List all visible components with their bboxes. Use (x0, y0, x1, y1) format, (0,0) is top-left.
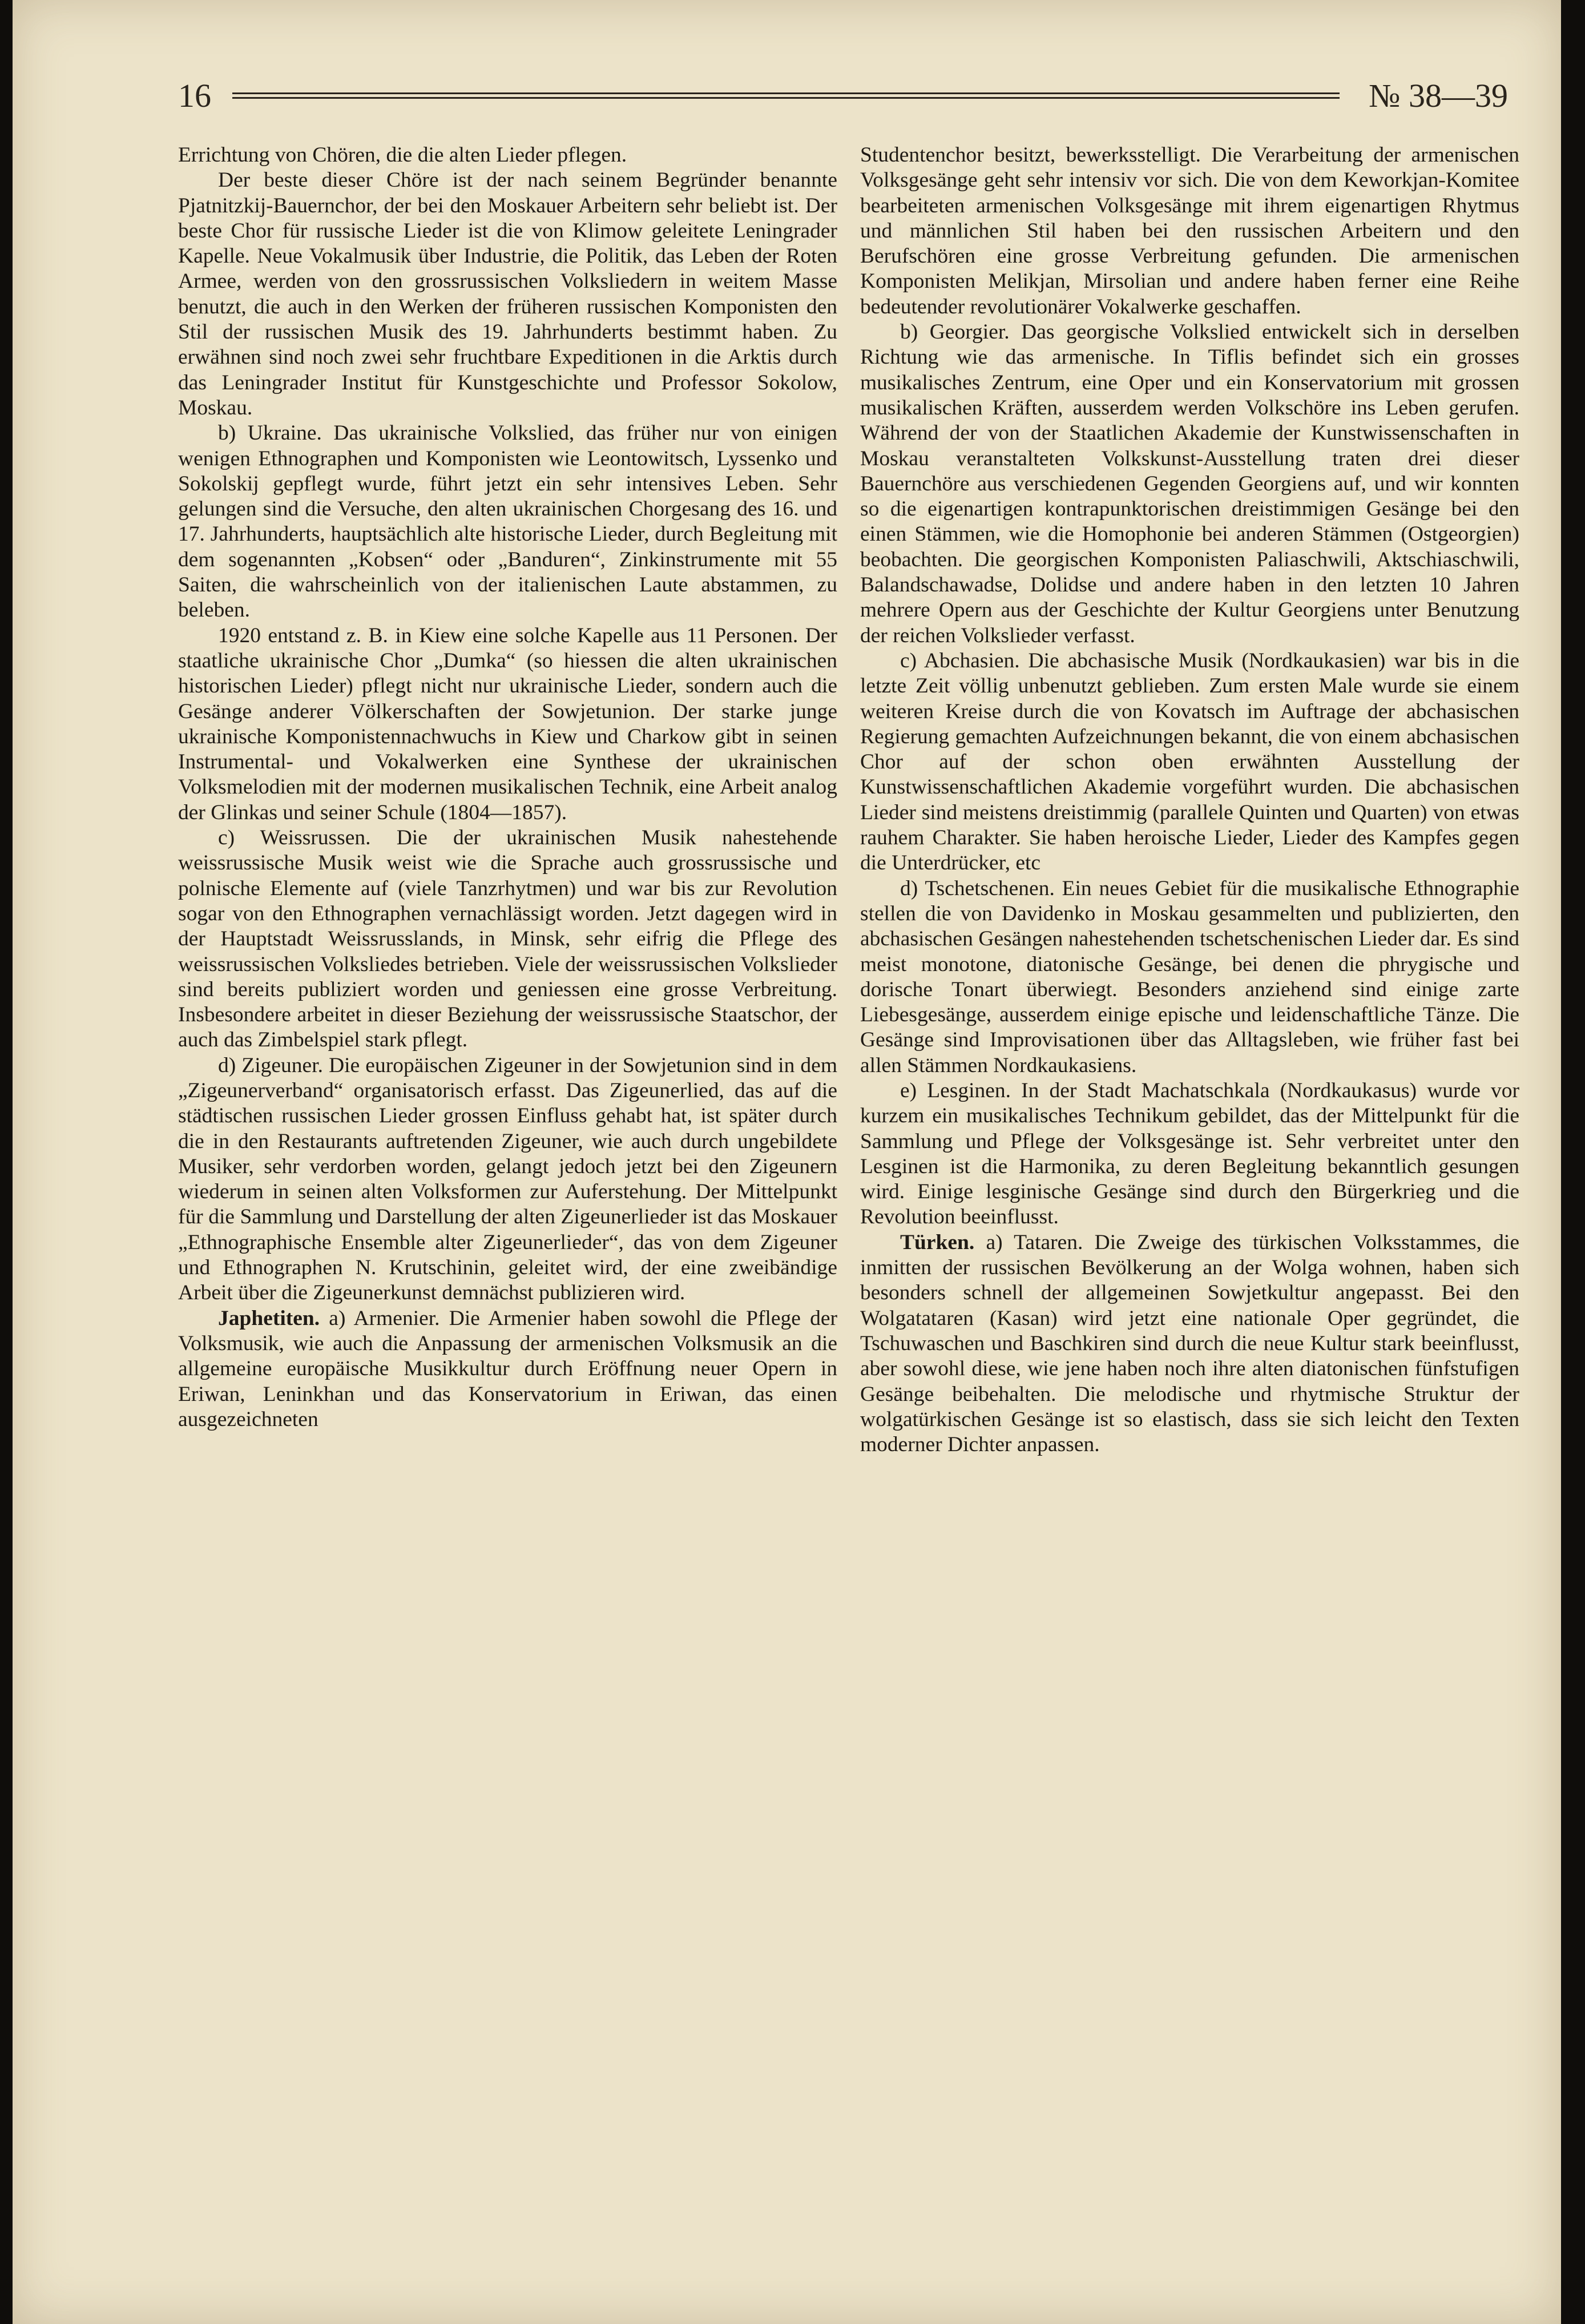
page (13, 0, 1561, 2324)
paragraph: b) Ukraine. Das ukrainische Volkslied, das früher nur von einigen wenigen Ethnographen und Komponisten wie Leontowitsch, Lyssenko und Sokolskij gepflegt wurde, führt jetzt ein sehr intensives Leben. Sehr gelungen sind die Versuche, den alten ukrainischen Chorgesang des 16. und 17. Jahrhunderts, hauptsächlich alte historische Lieder, durch Begleitung mit dem sogenannten „Kobsen“ oder „Banduren“, Zinkinstrumente mit 55 Saiten, die wahrscheinlich von der italienischen Laute abstammen, zu beleben. (178, 421, 837, 622)
paragraph: c) Abchasien. Die abchasische Musik (Nordkaukasien) war bis in die letzte Zeit völlig unbenutzt geblieben. Zum ersten Male wurde sie einem weiteren Kreise durch die von Kovatsch im Auftrage der abchasischen Regierung gemachten Aufzeichnungen bekannt, die von einem abchasischen Chor auf der schon oben erwähnten Ausstellung der Kunstwissenschaftlichen Akademie vorgeführt wurden. Die abchasischen Lieder sind meistens dreistimmig (parallele Quinten und Quarten) von etwas rauhem Charakter. Sie haben heroische Lieder, Lieder des Kampfes gegen die Unterdrücker, etc (860, 649, 1519, 875)
section-heading-japhetiten: Japhetiten. (218, 1306, 320, 1330)
paragraph: b) Georgier. Das georgische Volkslied entwickelt sich in derselben Richtung wie das armenische. In Tiflis befindet sich ein grosses musikalisches Zentrum, eine Oper und ein Konservatorium mit grossen musikalischen Kräften, ausserdem werden Volkschöre ins Leben gerufen. Während der von der Staatlichen Akademie der Kunstwissenschaften in Moskau veranstalteten Volkskunst-Ausstellung traten drei dieser Bauernchöre aus verschiedenen Gegenden Georgiens auf, und wir konnten so die eigenartigen kontrapunktorischen dreistimmigen Gesänge bei den einen Stämmen, wie die Homophonie bei anderen Stämmen (Ostgeorgien) beobachten. Die georgischen Komponisten Paliaschwili, Aktschiaschwili, Balandschawadse, Dolidse und andere haben in den letzten 10 Jahren mehrere Opern aus der Geschichte der Kultur Georgiens unter Benutzung der reichen Volkslieder verfasst. (860, 320, 1519, 647)
page-header (178, 73, 1508, 119)
paragraph: c) Weissrussen. Die der ukrainischen Musik nahestehende weissrussische Musik weist wie die Sprache auch grossrussische und polnische Elemente auf (viele Tanzrhytmen) und war bis zur Revolution sogar von den Ethnographen vernachlässigt worden. Jetzt dagegen wird in der Hauptstadt Weissrusslands, in Minsk, sehr eifrig die Pflege des weissrussischen Volksliedes betrieben. Viele der weissrussischen Volkslieder sind bereits publiziert worden und geniessen eine grosse Verbreitung. Insbesondere arbeitet in dieser Beziehung der weissrussische Staatschor, der auch das Zimbelspiel stark pflegt. (178, 826, 837, 1052)
paragraph: 1920 entstand z. B. in Kiew eine solche Kapelle aus 11 Personen. Der staatliche ukrainische Chor „Dumka“ (so hiessen die alten ukrainischen historischen Lieder) pflegt nicht nur ukrainische Lieder, sondern auch die Gesänge anderer Völkerschaften der Sowjetunion. Der starke junge ukrainische Komponistennachwuchs in Kiew und Charkow gibt in seinen Instrumental- und Vokalwerken eine Synthese der ukrainischen Volksmelodien mit der modernen musikalischen Technik, eine Arbeit analog der Glinkas und seiner Schule (1804—1857). (178, 623, 837, 824)
page-number: 16 (178, 77, 211, 114)
paragraph-tuerken (860, 1230, 1519, 1458)
left-column (178, 143, 837, 2266)
paragraph: Der beste dieser Chöre ist der nach seinem Begründer benannte Pjatnitzkij-Bauernchor, der bei den Moskauer Arbeitern sehr beliebt ist. Der beste Chor für russische Lieder ist die von Klimow geleitete Leningrader Kapelle. Neue Vokalmusik über Industrie, die Politik, das Leben der Roten Armee, werden von den grossrussischen Volksliedern in weitem Masse benutzt, die auch in den Werken der früheren russischen Komponisten den Stil der russischen Musik des 19. Jahrhunderts bestimmt haben. Zu erwähnen sind noch zwei sehr fruchtbare Expeditionen in die Arktis durch das Leningrader Institut für Kunstgeschichte und Professor Sokolow, Moskau. (178, 168, 837, 420)
paragraph-text: a) Tataren. Die Zweige des türkischen Volksstammes, die inmitten der russischen Bevölkerung an der Wolga wohnen, haben sich besonders schnell der allgemeinen Sowjetkultur angepasst. Bei den Wolgatataren (Kasan) wird jetzt eine nationale Oper gegründet, die Tschuwaschen und Baschkiren sind durch die neue Kultur stark beeinflusst, aber sowohl diese, wie jene haben noch ihre alten diatonischen fünfstufigen Gesänge beibehalten. Die melodische und rhytmische Struktur der wolgatürkischen Gesänge ist so elastisch, dass sie sich leicht den Texten moderner Dichter anpassen. (860, 1230, 1519, 1457)
section-heading-tuerken: Türken. (900, 1230, 975, 1254)
header-rule (232, 92, 1340, 99)
paragraph: e) Lesginen. In der Stadt Machatschkala (Nordkaukasus) wurde vor kurzem ein musikalisches Technikum gebildet, das der Mittelpunkt für die Sammlung und Pflege der Volksgesänge ist. Sehr verbreitet unter den Lesginen ist die Harmonika, zu deren Begleitung bekanntlich gesungen wird. Einige lesginische Gesänge sind durch den Bürgerkrieg und die Revolution beeinflusst. (860, 1078, 1519, 1229)
issue-number: № 38—39 (1369, 77, 1508, 114)
paragraph: d) Tschetschenen. Ein neues Gebiet für die musikalische Ethnographie stellen die von Davidenko in Moskau gesammelten und publizierten, den abchasischen Gesängen nahestehenden tschetschenischen Lieder dar. Es sind meist monotone, diatonische Gesänge, bei denen die phrygische und dorische Tonart überwiegt. Besonders anziehend sind einige zarte Liebesgesänge, ausserdem einige epische und leidenschaftliche Tänze. Die Gesänge sind Improvisationen über das Alltagsleben, wie früher fast bei allen Stämmen Nordkaukasiens. (860, 876, 1519, 1077)
paragraph: Studentenchor besitzt, bewerksstelligt. Die Verarbeitung der armenischen Volksgesänge geht sehr intensiv vor sich. Die von dem Keworkjan-Komitee bearbeiteten armenischen Volksgesänge mit ihrem eigenartigen Rhytmus und männlichen Stil haben bei den russischen Arbeitern und den Berufschören eine grosse Verbreitung gefunden. Die armenischen Komponisten Melikjan, Mirsolian und andere haben ferner eine Reihe bedeutender revolutionärer Vokalwerke geschaffen. (860, 143, 1519, 319)
paragraph: d) Zigeuner. Die europäischen Zigeuner in der Sowjetunion sind in dem „Zigeunerverband“ organisatorisch erfasst. Das Zigeunerlied, das auf die städtischen russischen Lieder grossen Einfluss gehabt hat, ist später durch die in den Restaurants auftretenden Zigeuner, wie auch durch ungebildete Musiker, sehr verdorben worden, gelangt jedoch jetzt bei den Zigeunern wiederum in seinen alten Volksformen zur Auferstehung. Der Mittelpunkt für die Sammlung und Darstellung der alten Zigeunerlieder ist das Moskauer „Ethnographische Ensemble alter Zigeunerlieder“, das von dem Zigeuner und Ethnographen N. Krutschinin, geleitet wird, der eine zweibändige Arbeit über die Zigeunerkunst demnächst publizieren wird. (178, 1053, 837, 1305)
paragraph-text: a) Armenier. Die Armenier haben sowohl die Pflege der Volksmusik, wie auch die Anpassung der armenischen Volksmusik an die allgemeine europäische Musikkultur durch Eröffnung neuer Opern in Eriwan, Leninkhan und das Konservatorium in Eriwan, das einen ausgezeichneten (178, 1306, 837, 1431)
paragraph: Errichtung von Chören, die die alten Lieder pflegen. (178, 143, 627, 167)
right-column (860, 143, 1519, 2266)
paragraph-japhetiten (178, 1306, 837, 1432)
